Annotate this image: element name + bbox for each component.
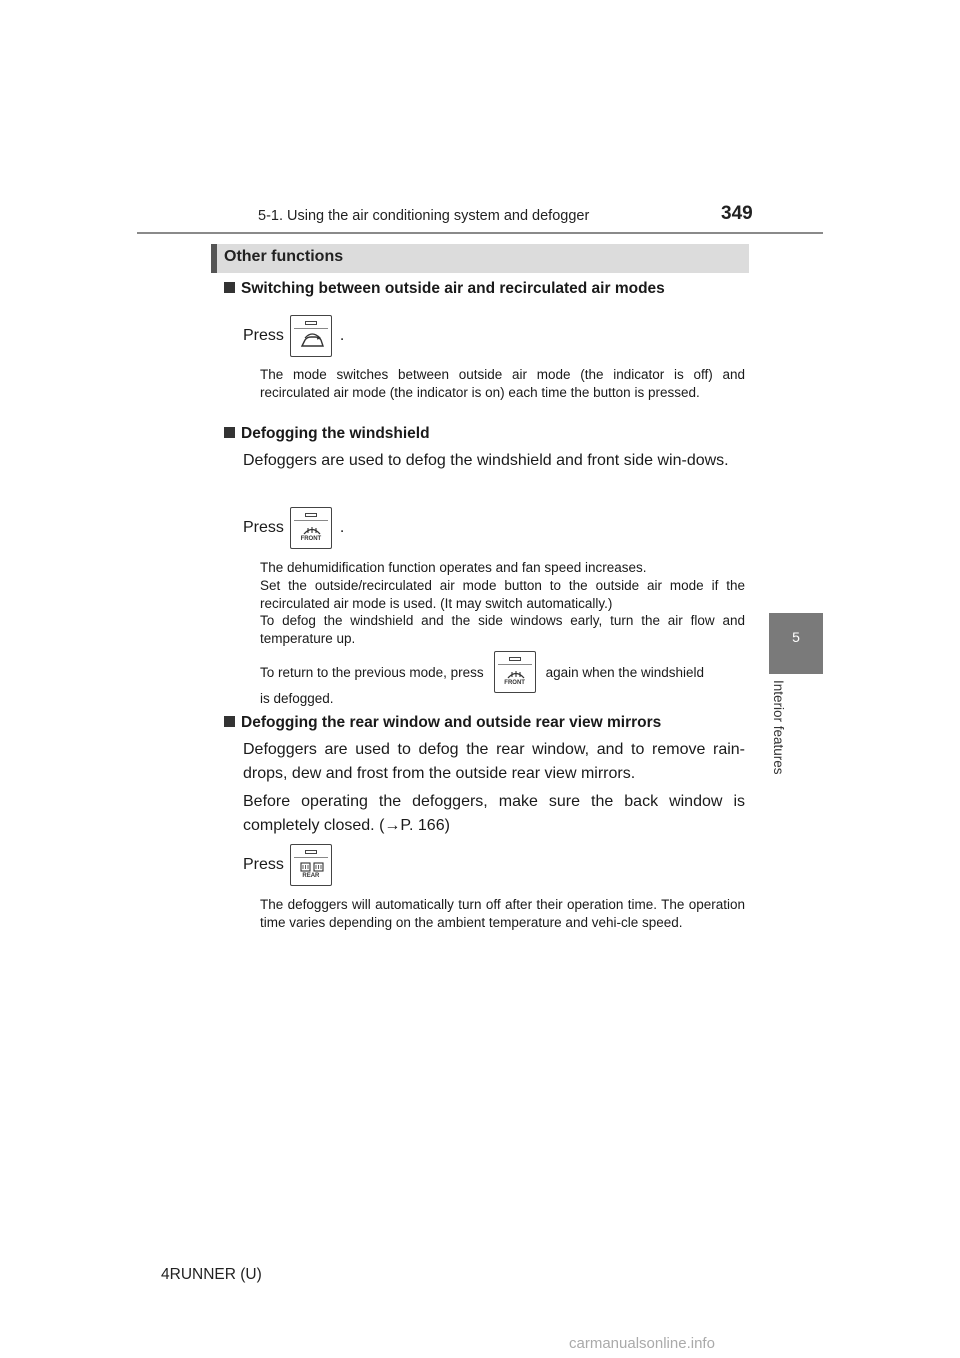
banner-accent (211, 244, 217, 273)
square-bullet-icon (224, 716, 235, 727)
return-note-end: is defogged. (260, 691, 334, 706)
banner-title: Other functions (224, 248, 344, 265)
note-rear-defogger: The defoggers will automatically turn off after their operation time. The operation time varies depending on the ambient temperature and vehi-cle speed. (260, 897, 745, 930)
chapter-number: 5 (792, 629, 800, 645)
footer-model: 4RUNNER (U) (161, 1266, 262, 1283)
body-rear-defogger-1: Defoggers are used to defog the rear window, and to remove rain-drops, dew and frost from the outside rear view mirrors. (243, 741, 745, 782)
note-windshield-2: Set the outside/recirculated air mode button to the outside air mode if the recirculated air mode is used. (It may switch automatically.) (260, 578, 745, 611)
body-rear-defogger-2: Before operating the defoggers, make sure the back window is completely closed. (→P. 166) (243, 793, 745, 834)
rear-defogger-button-icon: REAR (290, 844, 332, 886)
section-title: 5-1. Using the air conditioning system and defogger (258, 208, 590, 224)
square-bullet-icon (224, 427, 235, 438)
header-divider (137, 232, 823, 234)
note-windshield-1: The dehumidification function operates and fan speed increases. (260, 560, 647, 575)
front-defogger-button-icon: FRONT (290, 507, 332, 549)
return-note-row: To return to the previous mode, press FRONT again when the windshield (260, 652, 745, 692)
section-banner (211, 244, 749, 273)
note-windshield-3: To defog the windshield and the side windows early, turn the air flow and temperature up. (260, 613, 745, 646)
watermark: carmanualsonline.info (569, 1335, 715, 1352)
note-recirculation: The mode switches between outside air mode (the indicator is off) and recirculated air mode (the indicator is on) each time the button is pressed. (260, 367, 745, 400)
heading-windshield: Defogging the windshield (224, 425, 430, 443)
front-defogger-button-icon: FRONT (494, 651, 536, 693)
press-row-windshield: Press FRONT . (243, 507, 344, 549)
square-bullet-icon (224, 282, 235, 293)
press-row-rear: Press REAR (243, 844, 340, 886)
press-row-recirculation: Press . (243, 315, 344, 357)
recirculation-button-icon (290, 315, 332, 357)
page-number: 349 (721, 203, 753, 224)
heading-recirculation: Switching between outside air and recirculated air modes (224, 280, 665, 298)
heading-rear-defogger: Defogging the rear window and outside rear view mirrors (224, 714, 661, 732)
body-windshield: Defoggers are used to defog the windshield and front side win-dows. (243, 452, 729, 469)
chapter-label: Interior features (771, 680, 786, 775)
